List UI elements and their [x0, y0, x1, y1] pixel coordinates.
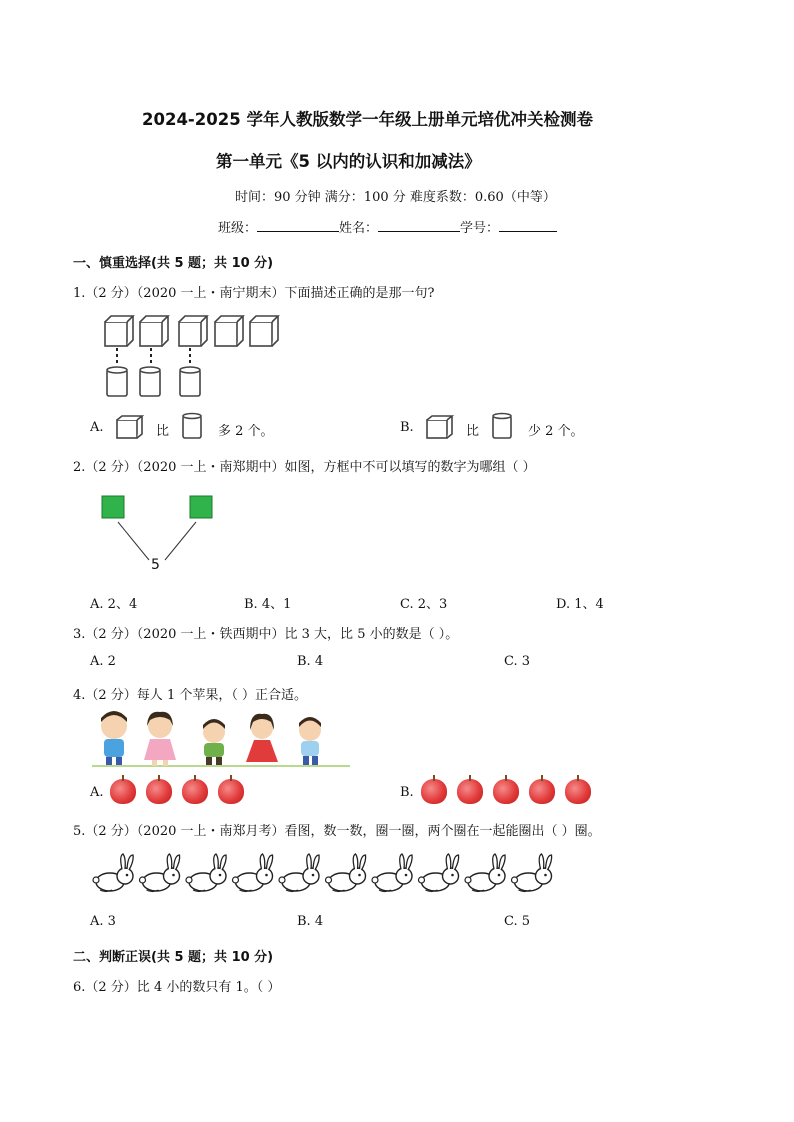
- cube-icon: [215, 316, 243, 346]
- question-1-cubes-figure: [100, 312, 300, 402]
- cylinder-icon: [107, 367, 127, 396]
- question-4-stem: 4.（2 分）每人 1 个苹果，（ ）正合适。: [73, 688, 307, 703]
- student-info-row: [218, 217, 557, 236]
- question-2-decomposition-figure: [100, 493, 230, 578]
- question-2-total-number: 5: [151, 557, 160, 573]
- rabbit-icon: [140, 854, 180, 892]
- option-key: B.: [400, 420, 414, 435]
- question-2-stem: 2.（2 分）（2020 一上・南郑期中）如图，方框中不可以填写的数字为哪组（ ）: [73, 460, 536, 475]
- name-label: 姓名：: [339, 221, 379, 236]
- question-3-option-b[interactable]: B. 4: [297, 654, 324, 669]
- apple-icon: [146, 779, 172, 804]
- question-3-option-c[interactable]: C. 3: [504, 654, 531, 669]
- class-label: 班级：: [218, 221, 258, 236]
- girl-icon: [144, 712, 176, 766]
- question-3-option-a[interactable]: A. 2: [90, 654, 116, 669]
- question-5-option-c[interactable]: C. 5: [504, 914, 531, 929]
- rabbit-icon: [465, 854, 505, 892]
- cylinder-icon: [490, 412, 516, 440]
- cube-icon: [424, 414, 454, 440]
- question-2-option-b[interactable]: B. 4、1: [244, 597, 292, 612]
- boy-icon: [203, 719, 225, 765]
- question-5-option-b[interactable]: B. 4: [297, 914, 324, 929]
- apple-icon: [529, 779, 555, 804]
- children-figure: [92, 710, 352, 770]
- rabbit-icon: [326, 854, 366, 892]
- question-5-option-a[interactable]: A. 3: [90, 914, 116, 929]
- green-box-right: [190, 496, 212, 518]
- rabbit-icon: [233, 854, 273, 892]
- question-5-stem: 5.（2 分）（2020 一上・南郑月考）看图，数一数，圈一圈，两个圈在一起能圈出（ ）圈。: [73, 824, 601, 839]
- question-2-option-a[interactable]: A. 2、4: [90, 597, 138, 612]
- question-2-option-d[interactable]: D. 1、4: [556, 597, 604, 612]
- apple-icon: [110, 779, 136, 804]
- rabbit-icon: [372, 854, 412, 892]
- question-6-stem: 6.（2 分）比 4 小的数只有 1。（ ）: [73, 980, 281, 995]
- cylinder-icon: [180, 367, 200, 396]
- question-1-stem: 1.（2 分）（2020 一上・南宁期末）下面描述正确的是那一句?: [73, 286, 435, 301]
- cube-icon: [105, 316, 133, 346]
- rabbits-figure: [90, 852, 570, 897]
- cube-icon: [250, 316, 278, 346]
- boy-icon: [101, 711, 127, 765]
- exam-meta: 时间：90 分钟 满分：100 分 难度系数：0.60（中等）: [235, 190, 556, 205]
- page-subtitle: 第一单元《5 以内的认识和加减法》: [216, 152, 481, 171]
- apple-icon: [457, 779, 483, 804]
- section-heading-choice: 一、慎重选择(共 5 题；共 10 分): [73, 256, 274, 271]
- rabbit-icon: [186, 854, 226, 892]
- page-title: 2024-2025 学年人教版数学一年级上册单元培优冲关检测卷: [142, 110, 593, 129]
- rabbit-icon: [512, 854, 552, 892]
- apple-icon: [565, 779, 591, 804]
- apple-icon: [182, 779, 208, 804]
- option-key: A.: [90, 420, 104, 435]
- cube-icon: [140, 316, 168, 346]
- apple-icon: [493, 779, 519, 804]
- section-heading-true-false: 二、判断正误(共 5 题；共 10 分): [73, 950, 274, 965]
- green-box-left: [102, 496, 124, 518]
- question-1-option-b-word: 比: [466, 424, 480, 439]
- apple-icon: [421, 779, 447, 804]
- rabbit-icon: [419, 854, 459, 892]
- cylinder-icon: [140, 367, 160, 396]
- rabbit-icon: [93, 854, 133, 892]
- question-1-option-a[interactable]: [90, 420, 104, 435]
- boy-icon: [299, 717, 321, 765]
- apple-icon: [218, 779, 244, 804]
- cube-icon: [179, 316, 207, 346]
- question-4-option-b[interactable]: B.: [400, 785, 414, 800]
- question-3-stem: 3.（2 分）（2020 一上・铁西期中）比 3 大，比 5 小的数是（ ）。: [73, 627, 459, 642]
- class-blank[interactable]: [257, 217, 339, 232]
- name-blank[interactable]: [378, 217, 460, 232]
- rabbit-icon: [279, 854, 319, 892]
- cylinder-icon: [180, 412, 206, 440]
- question-1-option-a-word: 比: [156, 424, 170, 439]
- question-1-option-b-text: 少 2 个。: [528, 424, 584, 439]
- student-id-label: 学号：: [460, 221, 500, 236]
- cube-icon: [114, 414, 144, 440]
- girl-icon: [246, 714, 278, 762]
- question-1-option-a-text: 多 2 个。: [218, 424, 274, 439]
- student-id-blank[interactable]: [499, 217, 557, 232]
- question-4-option-a[interactable]: A.: [90, 785, 104, 800]
- question-2-option-c[interactable]: C. 2、3: [400, 597, 448, 612]
- question-1-option-b[interactable]: [400, 420, 414, 435]
